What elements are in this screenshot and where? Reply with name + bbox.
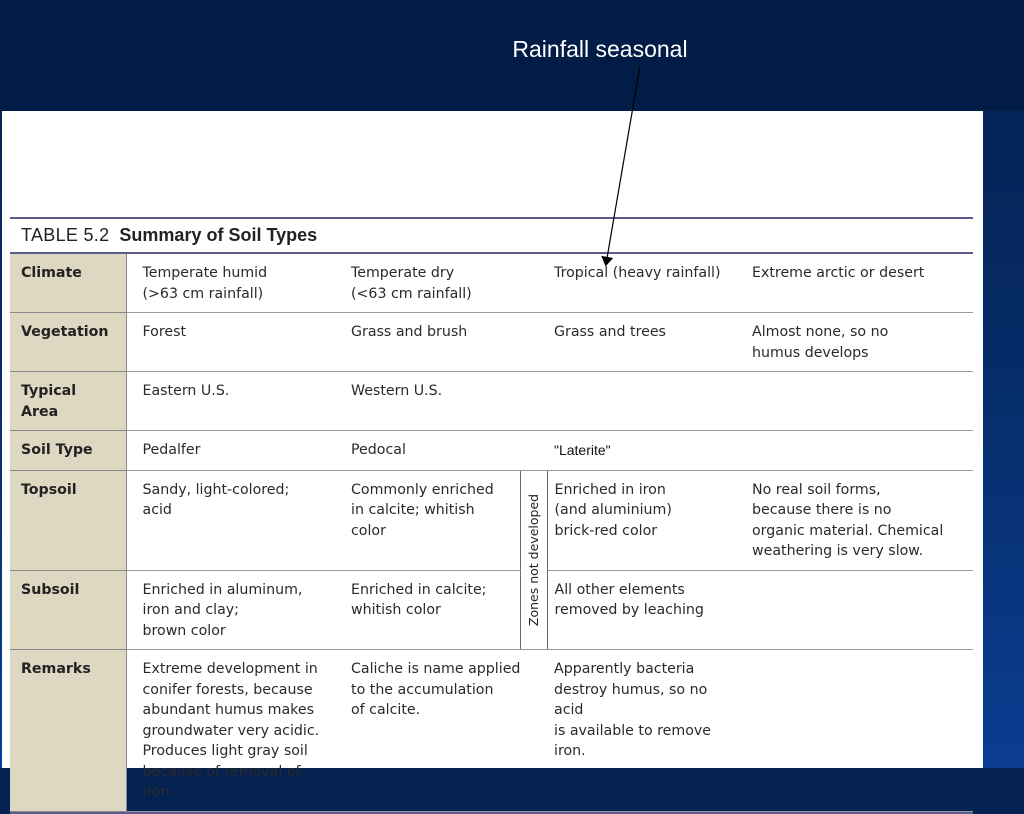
cell-text: Enriched in calcite; whitish color <box>351 581 487 618</box>
row-header-soil-type: Soil Type <box>10 431 126 471</box>
cell-text: Western U.S. <box>351 383 443 399</box>
cell-text: Extreme development in conifer forests, because abundant humus makes groundwater very acidic. Produces light gray soil because of removal of iron. <box>142 661 320 800</box>
row-header-subsoil: Subsoil <box>10 570 126 650</box>
cell-text: Extreme arctic or desert <box>752 265 925 281</box>
cell-text: Apparently bacteria destroy humus, so no acid is available to remove iron. <box>554 661 712 759</box>
cell-text: Almost none, so no humus develops <box>752 324 889 361</box>
cell-text: No real soil forms, because there is no organic material. Chemical weathering is very slow. <box>752 481 944 559</box>
cell-text: Caliche is name applied to the accumulation of calcite. <box>351 661 521 718</box>
cell-text: Commonly enriched in calcite; whitish color <box>351 481 494 539</box>
row-header-topsoil: Topsoil <box>10 470 126 570</box>
cell-text: Pedocal <box>351 442 406 458</box>
zones-not-developed-label: Zones not developed <box>525 493 541 626</box>
row-header-vegetation: Vegetation <box>10 313 126 372</box>
cell-text: Tropical (heavy rainfall) <box>554 265 721 281</box>
arrow-line <box>606 66 640 264</box>
cell-text: All other elements removed by leaching <box>554 581 704 618</box>
bottom-rule <box>10 812 973 814</box>
cell-text: Grass and trees <box>554 324 666 340</box>
cell-text: Pedalfer <box>142 442 201 458</box>
table-number: TABLE 5.2 <box>21 225 110 245</box>
table-title: Summary of Soil Types <box>119 225 318 245</box>
cell-text: Enriched in iron (and aluminium) brick-red color <box>554 481 672 539</box>
rainfall-annotation: Rainfall seasonal <box>512 36 688 62</box>
laterite-label: "Laterite" <box>554 442 611 458</box>
cell-text: Eastern U.S. <box>142 383 230 399</box>
cell-text: Forest <box>142 324 187 340</box>
cell-text: Grass and brush <box>351 324 468 340</box>
row-header-typical-area: Typical Area <box>10 372 126 431</box>
cell-text: Temperate humid (>63 cm rainfall) <box>142 265 268 302</box>
row-header-remarks: Remarks <box>10 650 126 812</box>
row-header-climate: Climate <box>10 254 126 313</box>
cell-text: Sandy, light-colored; acid <box>142 481 290 518</box>
cell-text: Enriched in aluminum, iron and clay; brown color <box>142 581 303 639</box>
cell-text: Temperate dry (<63 cm rainfall) <box>351 265 472 302</box>
